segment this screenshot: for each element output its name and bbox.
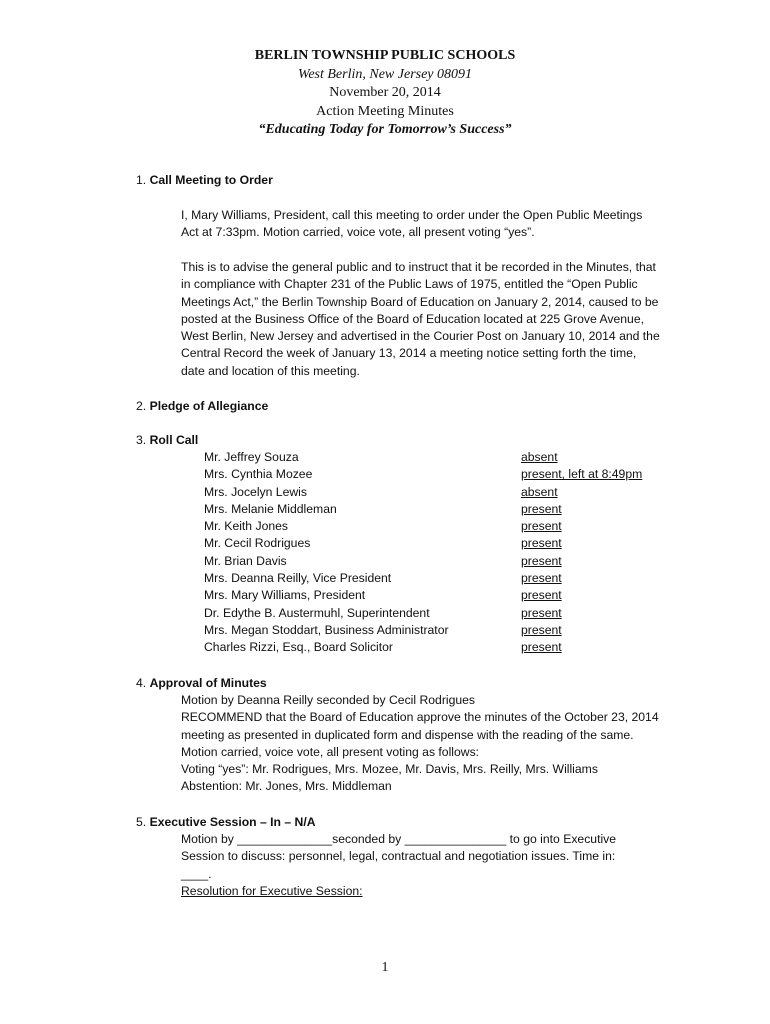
section-title: Approval of Minutes — [149, 676, 267, 690]
recommend-text: RECOMMEND that the Board of Education approve the minutes of the October 23, 2014 meeting as presented in duplicated form and dispense with the reading of the same. Motion carried, voice vote, all present voting as follows: — [181, 710, 659, 759]
roll-row — [204, 570, 664, 587]
section-4-body — [181, 692, 661, 796]
member-name: Mr. Cecil Rodrigues — [204, 536, 311, 551]
member-name: Mrs. Deanna Reilly, Vice President — [204, 571, 392, 586]
school-title: BERLIN TOWNSHIP PUBLIC SCHOOLS — [254, 48, 516, 63]
roll-row — [204, 535, 664, 552]
section-1-heading — [136, 172, 273, 189]
section-number: 3. — [136, 433, 150, 447]
roll-row — [204, 639, 664, 656]
section-4-heading — [136, 675, 267, 692]
member-name: Mrs. Cynthia Mozee — [204, 467, 313, 482]
member-name: Mrs. Jocelyn Lewis — [204, 484, 307, 499]
document-type: Action Meeting Minutes — [316, 103, 454, 119]
member-status: present — [521, 553, 562, 568]
section-title: Call Meeting to Order — [149, 173, 273, 187]
member-name: Mr. Keith Jones — [204, 519, 288, 534]
member-name: Charles Rizzi, Esq., Board Solicitor — [204, 640, 393, 655]
roll-row — [204, 518, 664, 535]
motion-line: Motion by Deanna Reilly seconded by Cecil Rodrigues — [181, 693, 476, 707]
member-status: present — [521, 622, 562, 637]
roll-row — [204, 466, 664, 483]
school-motto: “Educating Today for Tomorrow’s Success” — [258, 122, 512, 137]
member-status: present — [521, 588, 562, 603]
section-1-paragraph-2 — [181, 259, 661, 380]
roll-row — [204, 501, 664, 518]
roll-row — [204, 553, 664, 570]
page-number: 1 — [381, 960, 389, 975]
section-number: 4. — [136, 676, 150, 690]
member-status: present — [521, 640, 562, 655]
roll-row — [204, 484, 664, 501]
member-name: Mrs. Megan Stoddart, Business Administrator — [204, 622, 449, 637]
roll-row — [204, 605, 664, 622]
section-number: 5. — [136, 815, 150, 829]
document-header — [0, 47, 770, 140]
section-5-body — [181, 831, 661, 900]
member-name: Mr. Brian Davis — [204, 553, 287, 568]
section-title: Roll Call — [149, 433, 199, 447]
member-name: Dr. Edythe B. Austermuhl, Superintendent — [204, 605, 430, 620]
section-title: Executive Session – In – N/A — [149, 815, 316, 829]
member-status: present — [521, 605, 562, 620]
section-number: 2. — [136, 399, 150, 413]
member-status: present — [521, 519, 562, 534]
member-status: present — [521, 571, 562, 586]
section-number: 1. — [136, 173, 150, 187]
school-location: West Berlin, New Jersey 08091 — [297, 66, 473, 82]
section-title: Pledge of Allegiance — [149, 399, 269, 413]
section-5-heading — [136, 814, 316, 831]
roll-row — [204, 622, 664, 639]
meeting-date: November 20, 2014 — [329, 85, 441, 100]
voting-yes-line: Voting “yes”: Mr. Rodrigues, Mrs. Mozee, Mr. Davis, Mrs. Reilly, Mrs. Williams — [181, 762, 598, 777]
member-status: present — [521, 501, 562, 516]
member-name: Mrs. Mary Williams, President — [204, 588, 366, 603]
time-in-blank: ____. — [181, 866, 212, 881]
section-2-heading — [136, 398, 268, 415]
executive-motion-text: Motion by ______________seconded by _______________ to go into Executive Session to discuss: personnel, legal, contractual and negotiation issues. Time in: — [181, 832, 617, 864]
roll-row — [204, 449, 664, 466]
member-status: absent — [521, 450, 558, 464]
member-status: present, left at 8:49pm — [521, 467, 643, 482]
section-3-heading — [136, 432, 198, 449]
resolution-heading: Resolution for Executive Session: — [181, 883, 363, 898]
member-status: absent — [521, 484, 558, 499]
member-status: present — [521, 536, 562, 551]
member-name: Mr. Jeffrey Souza — [204, 450, 299, 464]
abstention-line: Abstention: Mr. Jones, Mrs. Middleman — [181, 779, 392, 794]
roll-row — [204, 587, 664, 604]
public-notice-text: This is to advise the general public and to instruct that it be recorded in the Minutes, that in compliance with Chapter 231 of the Public Laws of 1975, entitled the “Open Public Meetings Act,” the Berlin Township Board of Education on January 2, 2014, caused to be posted at the Business Office of the Board of Education located at 225 Grove Avenue, West Berlin, New Jersey and advertised in the Courier Post on January 10, 2014 and the Central Record the week of January 13, 2014 a meeting notice setting forth the time, date and location of this meeting. — [181, 260, 660, 378]
call-to-order-text: I, Mary Williams, President, call this meeting to order under the Open Public Meetings Act at 7:33pm. Motion carried, voice vote, all present voting “yes”. — [181, 208, 643, 240]
roll-call-list — [204, 449, 664, 657]
member-name: Mrs. Melanie Middleman — [204, 501, 337, 516]
section-1-paragraph-1 — [181, 207, 661, 242]
